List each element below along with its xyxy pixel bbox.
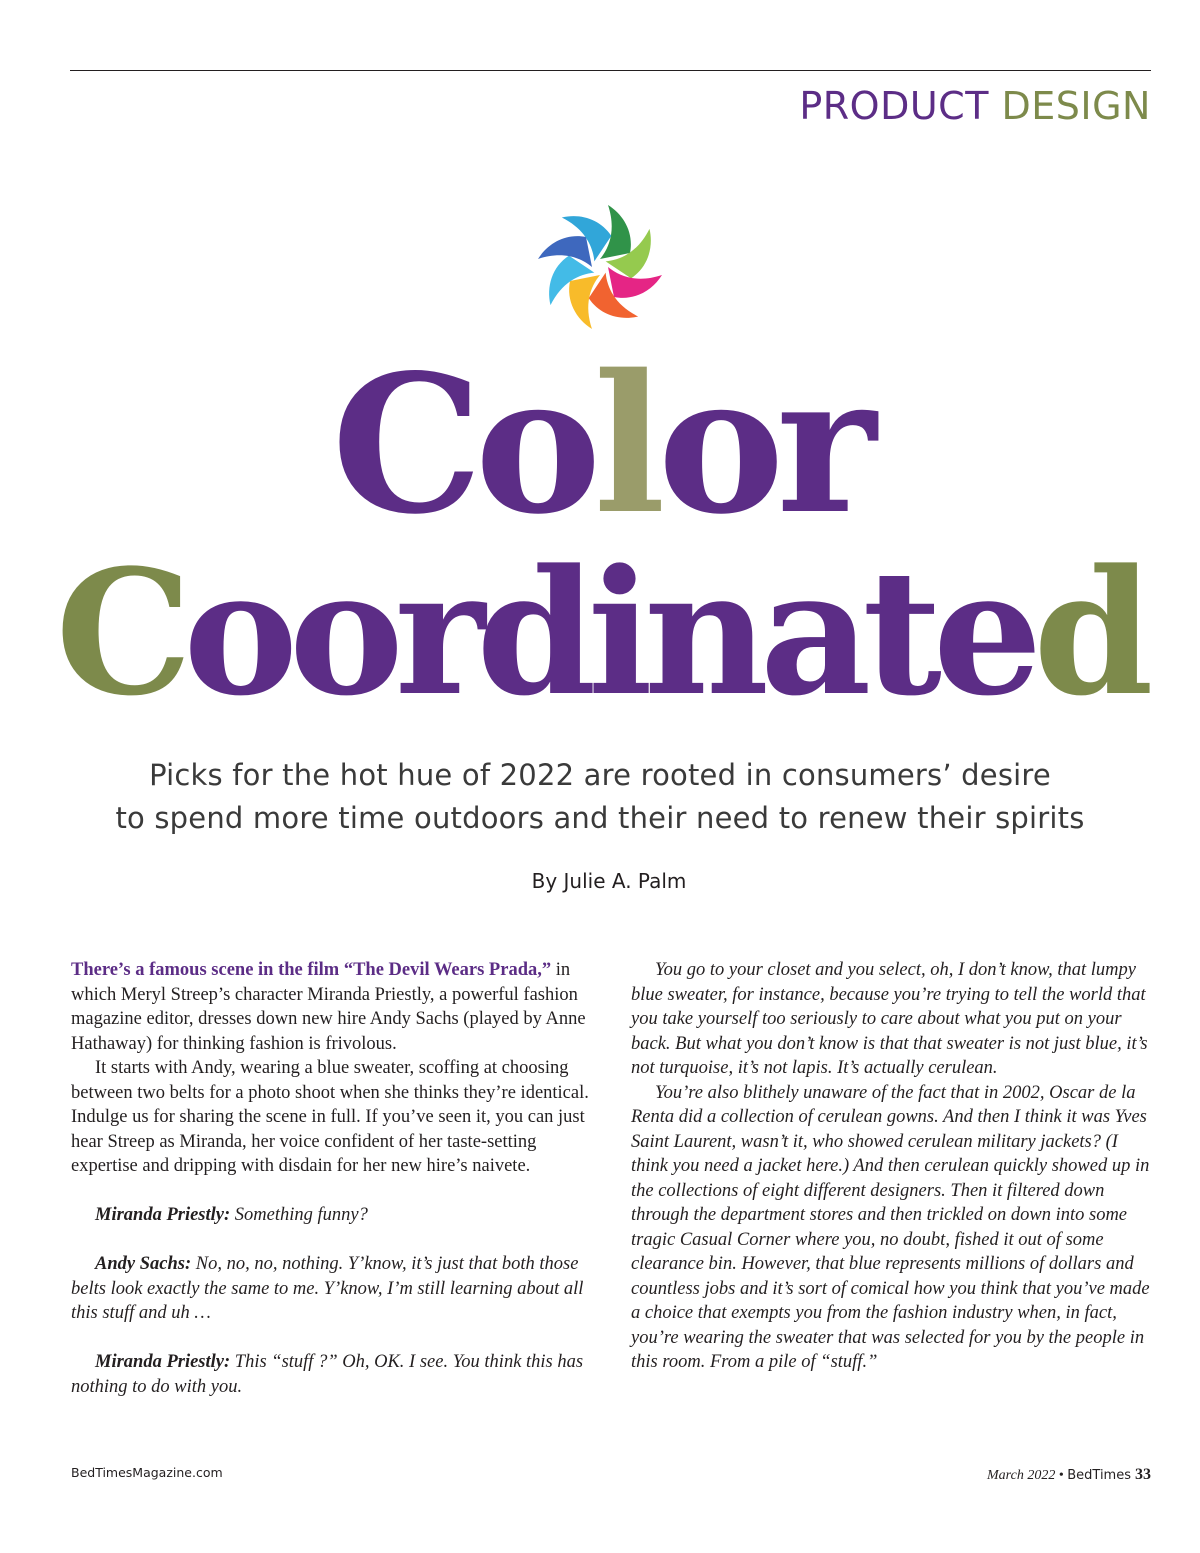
byline: By Julie A. Palm (531, 869, 687, 893)
page-number: 33 (1135, 1466, 1151, 1483)
deck-line-2: to spend more time outdoors and their need to renew their spirits (115, 801, 1085, 835)
title-word-color-c: or (657, 333, 869, 556)
header-rule (70, 70, 1151, 71)
title-word-color-b: l (593, 333, 658, 556)
quote-paragraph-2: You’re also blithely unaware of the fact that in 2002, Oscar de la Renta did a collection of cerulean gowns. And then I think it was Yves Saint Laurent, wasn’t it, who showed cerulean military jackets? (I think you need a jacket here.) And then cerulean quickly showed up in the collections of eight different designers. Then it filtered down through the department stores and then trickled on down into some tragic Casual Corner where you, no doubt, fished it out of some clearance bin. However, that blue represents millions of dollars and countless jobs and it’s sort of comical how you think that you’ve made a choice that exempts you from the fashion industry when, in fact, you’re wearing the sweater that was selected for you by the people in this room. From a pile of “stuff.” (631, 1082, 1150, 1372)
speaker-name: Miranda Priestly: (95, 1205, 231, 1225)
speaker-name: Andy Sachs: (95, 1254, 192, 1274)
title-line-2 (0, 531, 1200, 734)
dialogue-text: No, no, no, nothing. Y’know, it’s just that both those belts look exactly the same to me. Y’know, I’m still learning about all this stuff and uh … (71, 1254, 584, 1323)
title-word-coordinated-b: oordinate (183, 531, 1034, 734)
lead-in: There’s a famous scene in the film “The Devil Wears Prada,” (71, 960, 552, 980)
footer-magazine: BedTimes (1067, 1468, 1131, 1483)
dialogue-3 (71, 1350, 592, 1399)
body-paragraph-1 (71, 958, 592, 1056)
quote-paragraph-1: You go to your closet and you select, oh, I don’t know, that lumpy blue sweater, for instance, because you’re trying to tell the world that you take yourself too seriously to care about what you put on your back. But what you don’t know is that that sweater is not just blue, it’s not turquoise, it’s not lapis. It’s actually cerulean. (631, 960, 1148, 1078)
title-word-coordinated-a: C (55, 531, 184, 734)
body-column-left (71, 958, 592, 1399)
section-label (799, 84, 1151, 128)
deck-line-1: Picks for the hot hue of 2022 are rooted in consumers’ desire (149, 758, 1051, 792)
body-paragraph-2: It starts with Andy, wearing a blue sweater, scoffing at choosing between two belts for a photo shoot when she thinks they’re identical. Indulge us for sharing the scene in full. If you’ve seen it, you can just hear Streep as Miranda, her voice confident of her taste-setting expertise and dripping with disdain for her new hire’s naivete. (71, 1058, 589, 1176)
title-line-1 (0, 333, 1200, 556)
dialogue-text: Something funny? (230, 1205, 368, 1225)
paragraph-1-text: in which Meryl Streep’s character Miranda Priestly, a powerful fashion magazine editor, dresses down new hire Andy Sachs (played by Anne Hathaway) for thinking fashion is frivolous. (71, 960, 586, 1054)
footer-separator: • (1058, 1468, 1064, 1483)
title-word-color-a: Co (331, 333, 594, 556)
speaker-name: Miranda Priestly: (95, 1352, 231, 1372)
title-word-coordinated-c: d (1033, 531, 1145, 734)
color-pinwheel-icon (530, 192, 670, 342)
footer-issue: March 2022 (987, 1468, 1056, 1483)
footer-folio (987, 1466, 1151, 1484)
article-deck (0, 754, 1200, 840)
dialogue-text: This “stuff ?” Oh, OK. I see. You think this has nothing to do with you. (71, 1352, 584, 1397)
dialogue-1 (71, 1203, 592, 1228)
footer-website: BedTimesMagazine.com (71, 1465, 223, 1480)
section-word-design: DESIGN (1001, 84, 1151, 128)
section-word-product: PRODUCT (799, 84, 989, 128)
body-column-right (631, 958, 1152, 1375)
dialogue-2 (71, 1252, 592, 1326)
